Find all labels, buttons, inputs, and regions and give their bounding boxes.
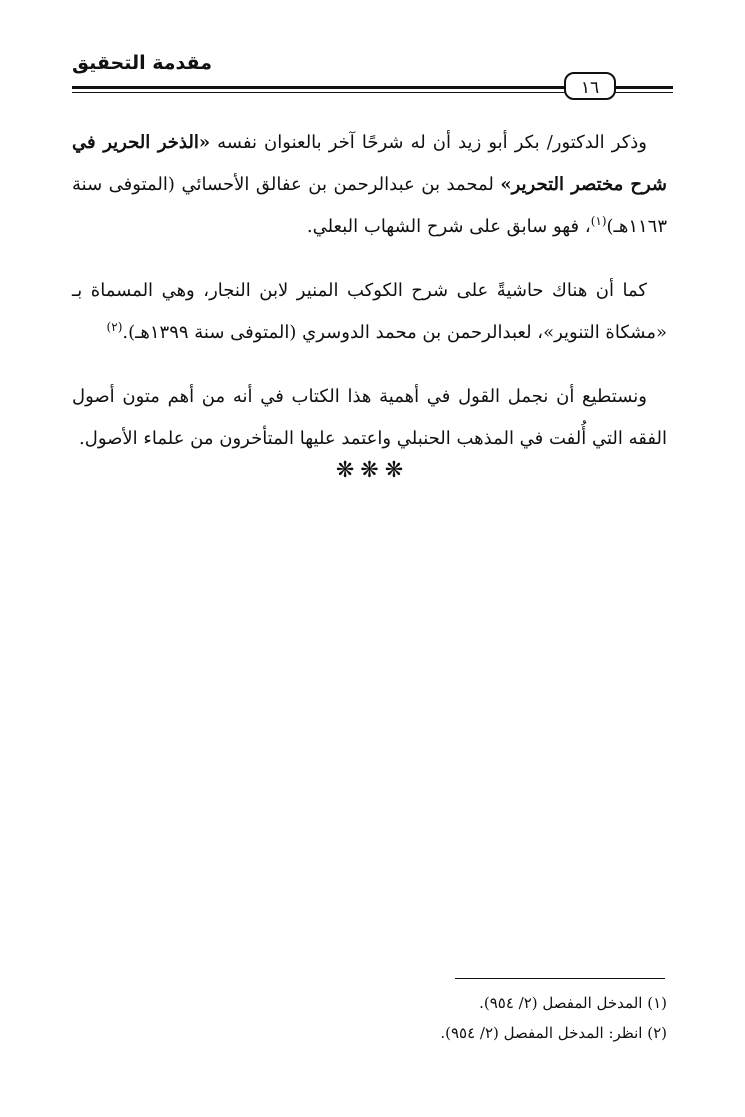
paragraph-1-text-c: ، فهو سابق على شرح الشهاب البعلي. xyxy=(306,216,591,237)
page-number: ١٦ xyxy=(564,72,616,100)
paragraph-2 xyxy=(72,270,667,354)
section-separator: ❋❋❋ xyxy=(335,458,410,483)
paragraph-1-text-b: لمحمد بن عبدالرحمن بن عفالق الأحسائي (المتوفى سنة ١١٦٣هـ) xyxy=(72,174,667,237)
footnote-1: (١) المدخل المفصل (٢/ ٩٥٤). xyxy=(479,994,667,1012)
footnotes xyxy=(72,988,667,1048)
paragraph-3 xyxy=(72,376,667,460)
footnote-rule xyxy=(455,978,665,979)
paragraph-3-text: ونستطيع أن نجمل القول في أهمية هذا الكتاب في أنه من أهم متون أصول الفقه التي أُلفت في المذهب الحنبلي واعتمد عليها المتأخرون من علماء الأصول. xyxy=(72,386,667,449)
paragraph-1 xyxy=(72,122,667,248)
footnote-ref-2: (٢) xyxy=(106,320,123,334)
paragraph-1-text-a: وذكر الدكتور/ بكر أبو زيد أن له شرحًا آخر بالعنوان نفسه xyxy=(210,132,647,153)
footnote-ref-1: (١) xyxy=(590,214,607,228)
paragraph-2-text: كما أن هناك حاشيةً على شرح الكوكب المنير لابن النجار، وهي المسماة بـ «مشكاة التنوير»، لعبدالرحمن بن محمد الدوسري (المتوفى سنة ١٣٩٩هـ). xyxy=(72,280,667,343)
body-text xyxy=(72,122,667,482)
book-title: «الذخر الحرير في شرح مختصر التحرير» xyxy=(72,132,667,195)
running-title: مقدمة التحقيق xyxy=(72,52,212,74)
footnote-2: (٢) انظر: المدخل المفصل (٢/ ٩٥٤). xyxy=(440,1024,667,1042)
